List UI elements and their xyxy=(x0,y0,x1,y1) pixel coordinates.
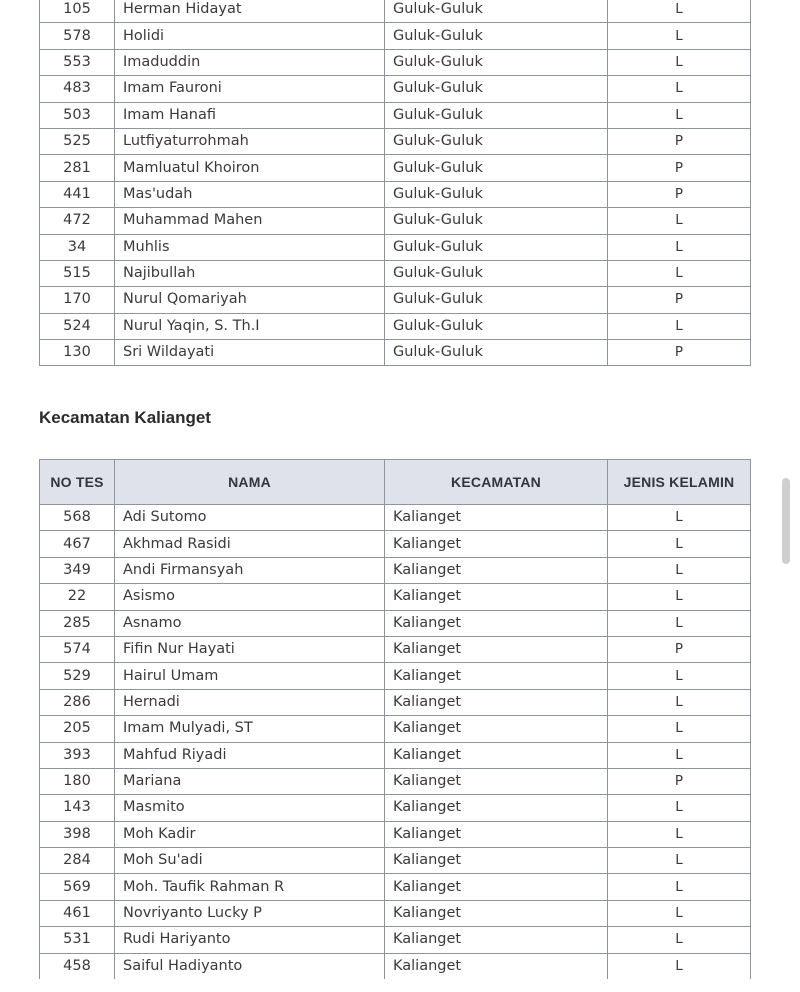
cell-jenis-kelamin: L xyxy=(608,742,751,768)
table-row xyxy=(40,874,751,900)
cell-nama: Asismo xyxy=(115,584,385,610)
cell-no-tes: 205 xyxy=(40,716,115,742)
cell-jenis-kelamin: L xyxy=(608,505,751,531)
cell-kecamatan: Kalianget xyxy=(385,795,608,821)
cell-no-tes: 569 xyxy=(40,874,115,900)
cell-jenis-kelamin: P xyxy=(608,340,751,366)
table-row xyxy=(40,181,751,207)
cell-no-tes: 472 xyxy=(40,208,115,234)
table-row xyxy=(40,927,751,953)
cell-nama: Mas'udah xyxy=(115,181,385,207)
cell-no-tes: 143 xyxy=(40,795,115,821)
cell-nama: Moh Su'adi xyxy=(115,848,385,874)
cell-kecamatan: Kalianget xyxy=(385,716,608,742)
cell-jenis-kelamin: L xyxy=(608,848,751,874)
table-row xyxy=(40,584,751,610)
cell-kecamatan: Kalianget xyxy=(385,663,608,689)
cell-kecamatan: Guluk-Guluk xyxy=(385,260,608,286)
cell-jenis-kelamin: L xyxy=(608,716,751,742)
table-row xyxy=(40,742,751,768)
table-row xyxy=(40,505,751,531)
cell-kecamatan: Kalianget xyxy=(385,927,608,953)
cell-jenis-kelamin: L xyxy=(608,953,751,979)
cell-kecamatan: Kalianget xyxy=(385,953,608,979)
cell-nama: Asnamo xyxy=(115,610,385,636)
table-row xyxy=(40,636,751,662)
cell-nama: Andi Firmansyah xyxy=(115,557,385,583)
table-row xyxy=(40,260,751,286)
cell-nama: Imam Fauroni xyxy=(115,76,385,102)
table-row xyxy=(40,795,751,821)
table-row xyxy=(40,234,751,260)
cell-no-tes: 461 xyxy=(40,900,115,926)
table-row xyxy=(40,340,751,366)
cell-nama: Imam Hanafi xyxy=(115,102,385,128)
table-row xyxy=(40,49,751,75)
cell-kecamatan: Guluk-Guluk xyxy=(385,234,608,260)
cell-kecamatan: Kalianget xyxy=(385,742,608,768)
table-row xyxy=(40,848,751,874)
cell-kecamatan: Guluk-Guluk xyxy=(385,181,608,207)
cell-kecamatan: Kalianget xyxy=(385,821,608,847)
cell-jenis-kelamin: P xyxy=(608,287,751,313)
cell-no-tes: 180 xyxy=(40,768,115,794)
cell-nama: Akhmad Rasidi xyxy=(115,531,385,557)
cell-jenis-kelamin: L xyxy=(608,76,751,102)
cell-no-tes: 524 xyxy=(40,313,115,339)
cell-nama: Nurul Yaqin, S. Th.I xyxy=(115,313,385,339)
cell-nama: Imaduddin xyxy=(115,49,385,75)
cell-jenis-kelamin: L xyxy=(608,900,751,926)
table-row xyxy=(40,0,751,23)
cell-nama: Lutfiyaturrohmah xyxy=(115,128,385,154)
cell-kecamatan: Kalianget xyxy=(385,610,608,636)
cell-kecamatan: Kalianget xyxy=(385,557,608,583)
table-row xyxy=(40,610,751,636)
table-row xyxy=(40,208,751,234)
cell-nama: Muhlis xyxy=(115,234,385,260)
cell-nama: Holidi xyxy=(115,23,385,49)
cell-no-tes: 285 xyxy=(40,610,115,636)
cell-jenis-kelamin: L xyxy=(608,234,751,260)
table-row xyxy=(40,531,751,557)
table-row xyxy=(40,821,751,847)
cell-no-tes: 553 xyxy=(40,49,115,75)
cell-jenis-kelamin: L xyxy=(608,102,751,128)
cell-no-tes: 568 xyxy=(40,505,115,531)
cell-kecamatan: Guluk-Guluk xyxy=(385,102,608,128)
table-row xyxy=(40,23,751,49)
cell-jenis-kelamin: L xyxy=(608,610,751,636)
scrollbar-thumb[interactable] xyxy=(782,478,790,564)
cell-jenis-kelamin: P xyxy=(608,155,751,181)
cell-kecamatan: Kalianget xyxy=(385,689,608,715)
header-no-tes: NO TES xyxy=(40,460,115,505)
cell-jenis-kelamin: L xyxy=(608,208,751,234)
cell-no-tes: 503 xyxy=(40,102,115,128)
table-row xyxy=(40,313,751,339)
cell-nama: Novriyanto Lucky P xyxy=(115,900,385,926)
cell-kecamatan: Kalianget xyxy=(385,505,608,531)
cell-jenis-kelamin: L xyxy=(608,0,751,23)
cell-nama: Moh. Taufik Rahman R xyxy=(115,874,385,900)
cell-nama: Rudi Hariyanto xyxy=(115,927,385,953)
cell-no-tes: 349 xyxy=(40,557,115,583)
cell-kecamatan: Kalianget xyxy=(385,900,608,926)
cell-nama: Najibullah xyxy=(115,260,385,286)
cell-no-tes: 458 xyxy=(40,953,115,979)
section-title-kalianget: Kecamatan Kalianget xyxy=(39,408,211,427)
cell-no-tes: 398 xyxy=(40,821,115,847)
cell-no-tes: 525 xyxy=(40,128,115,154)
cell-jenis-kelamin: P xyxy=(608,768,751,794)
table-row xyxy=(40,716,751,742)
cell-kecamatan: Guluk-Guluk xyxy=(385,0,608,23)
cell-kecamatan: Guluk-Guluk xyxy=(385,155,608,181)
cell-nama: Muhammad Mahen xyxy=(115,208,385,234)
cell-nama: Herman Hidayat xyxy=(115,0,385,23)
cell-jenis-kelamin: L xyxy=(608,795,751,821)
table-row xyxy=(40,102,751,128)
cell-jenis-kelamin: L xyxy=(608,260,751,286)
table-row xyxy=(40,128,751,154)
kalianget-table xyxy=(39,459,751,979)
cell-no-tes: 393 xyxy=(40,742,115,768)
cell-jenis-kelamin: L xyxy=(608,663,751,689)
cell-jenis-kelamin: P xyxy=(608,128,751,154)
cell-no-tes: 483 xyxy=(40,76,115,102)
cell-kecamatan: Kalianget xyxy=(385,636,608,662)
cell-nama: Saiful Hadiyanto xyxy=(115,953,385,979)
cell-kecamatan: Kalianget xyxy=(385,848,608,874)
cell-jenis-kelamin: L xyxy=(608,689,751,715)
cell-kecamatan: Guluk-Guluk xyxy=(385,287,608,313)
cell-no-tes: 34 xyxy=(40,234,115,260)
cell-jenis-kelamin: L xyxy=(608,313,751,339)
cell-kecamatan: Kalianget xyxy=(385,584,608,610)
cell-jenis-kelamin: L xyxy=(608,821,751,847)
cell-no-tes: 531 xyxy=(40,927,115,953)
cell-nama: Mariana xyxy=(115,768,385,794)
cell-no-tes: 515 xyxy=(40,260,115,286)
table-row xyxy=(40,689,751,715)
cell-jenis-kelamin: L xyxy=(608,49,751,75)
cell-no-tes: 105 xyxy=(40,0,115,23)
cell-kecamatan: Guluk-Guluk xyxy=(385,76,608,102)
cell-jenis-kelamin: L xyxy=(608,557,751,583)
cell-jenis-kelamin: P xyxy=(608,636,751,662)
cell-kecamatan: Guluk-Guluk xyxy=(385,313,608,339)
cell-jenis-kelamin: L xyxy=(608,874,751,900)
cell-nama: Sri Wildayati xyxy=(115,340,385,366)
header-jenis-kelamin: JENIS KELAMIN xyxy=(608,460,751,505)
table-row xyxy=(40,155,751,181)
table-header-row xyxy=(40,460,751,505)
cell-jenis-kelamin: L xyxy=(608,584,751,610)
cell-jenis-kelamin: L xyxy=(608,927,751,953)
cell-no-tes: 529 xyxy=(40,663,115,689)
cell-kecamatan: Kalianget xyxy=(385,531,608,557)
table-row xyxy=(40,900,751,926)
cell-no-tes: 284 xyxy=(40,848,115,874)
guluk-guluk-table xyxy=(39,0,751,366)
cell-kecamatan: Guluk-Guluk xyxy=(385,23,608,49)
cell-jenis-kelamin: L xyxy=(608,531,751,557)
cell-kecamatan: Kalianget xyxy=(385,874,608,900)
cell-nama: Mamluatul Khoiron xyxy=(115,155,385,181)
cell-no-tes: 286 xyxy=(40,689,115,715)
cell-jenis-kelamin: L xyxy=(608,23,751,49)
cell-jenis-kelamin: P xyxy=(608,181,751,207)
cell-kecamatan: Guluk-Guluk xyxy=(385,208,608,234)
table-row xyxy=(40,557,751,583)
cell-nama: Fifin Nur Hayati xyxy=(115,636,385,662)
cell-no-tes: 441 xyxy=(40,181,115,207)
cell-nama: Moh Kadir xyxy=(115,821,385,847)
cell-nama: Imam Mulyadi, ST xyxy=(115,716,385,742)
table-row xyxy=(40,663,751,689)
cell-nama: Adi Sutomo xyxy=(115,505,385,531)
header-kecamatan: KECAMATAN xyxy=(385,460,608,505)
cell-no-tes: 578 xyxy=(40,23,115,49)
table-row xyxy=(40,953,751,979)
cell-no-tes: 281 xyxy=(40,155,115,181)
table-row xyxy=(40,287,751,313)
cell-nama: Hairul Umam xyxy=(115,663,385,689)
cell-no-tes: 574 xyxy=(40,636,115,662)
cell-kecamatan: Guluk-Guluk xyxy=(385,340,608,366)
cell-nama: Hernadi xyxy=(115,689,385,715)
table-row xyxy=(40,768,751,794)
cell-no-tes: 22 xyxy=(40,584,115,610)
cell-nama: Nurul Qomariyah xyxy=(115,287,385,313)
cell-kecamatan: Guluk-Guluk xyxy=(385,128,608,154)
cell-kecamatan: Kalianget xyxy=(385,768,608,794)
cell-no-tes: 467 xyxy=(40,531,115,557)
table-row xyxy=(40,76,751,102)
cell-no-tes: 130 xyxy=(40,340,115,366)
cell-kecamatan: Guluk-Guluk xyxy=(385,49,608,75)
header-nama: NAMA xyxy=(115,460,385,505)
cell-no-tes: 170 xyxy=(40,287,115,313)
cell-nama: Masmito xyxy=(115,795,385,821)
cell-nama: Mahfud Riyadi xyxy=(115,742,385,768)
